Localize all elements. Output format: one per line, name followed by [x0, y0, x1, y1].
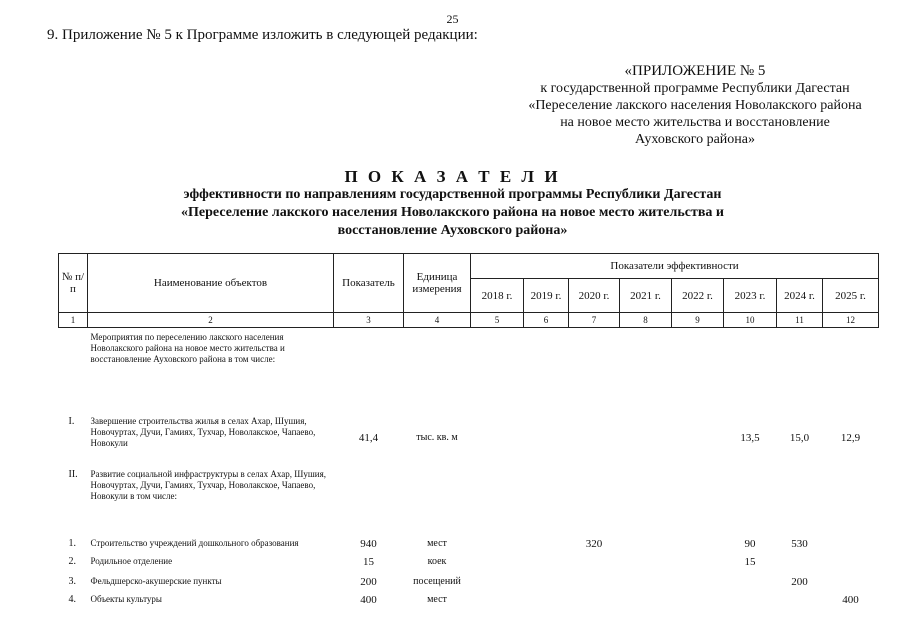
year-value: [471, 591, 524, 613]
table-row: [59, 573, 879, 591]
appendix-line: к государственной программе Республики Дагестан: [540, 81, 850, 96]
year-value: [524, 555, 569, 573]
page-number: 25: [446, 12, 459, 26]
document-heading: П О К А З А Т Е Л И: [344, 167, 561, 186]
unit-value: мест: [427, 593, 447, 605]
year-value: [524, 406, 569, 462]
year-value: [823, 328, 879, 406]
appendix-line: на новое место жительства и восстановление: [560, 115, 830, 130]
table-row: [59, 328, 879, 406]
header-name: Наименование объектов: [88, 254, 334, 313]
header-year: 2024 г.: [777, 279, 823, 313]
header-unit: Единица измерения: [404, 254, 471, 313]
column-number: 11: [777, 313, 823, 328]
year-value: [620, 573, 672, 591]
object-name: Родильное отделение: [90, 555, 173, 566]
indicators-table: [58, 253, 879, 613]
year-value: [471, 533, 524, 555]
header-year: 2023 г.: [724, 279, 777, 313]
column-number: 12: [823, 313, 879, 328]
year-value: [471, 328, 524, 406]
table-row: [59, 462, 879, 533]
year-value: [620, 533, 672, 555]
year-value: 12,9: [840, 431, 861, 444]
year-value: 15: [744, 555, 756, 568]
year-value: [471, 555, 524, 573]
indicator-value: 15: [363, 555, 374, 568]
unit-value: [404, 328, 471, 406]
header-indicator: Показатель: [334, 254, 404, 313]
year-value: [471, 406, 524, 462]
indicator-value: 200: [360, 575, 377, 588]
year-value: [524, 591, 569, 613]
object-name: Завершение строительства жилья в селах Ахар, Шушия, Новочуртах, Дучи, Гамиях, Тухчар, Новолакское, Чапаево, Новокули: [90, 415, 316, 448]
header-year: 2019 г.: [524, 279, 569, 313]
appendix-line: Ауховского района»: [634, 132, 756, 147]
year-value: 530: [791, 537, 808, 550]
indicator-value: 400: [360, 593, 377, 606]
object-name: Фельдшерско-акушерские пункты: [90, 575, 222, 586]
year-value: 400: [842, 593, 859, 606]
table-row: [59, 533, 879, 555]
column-number: 7: [569, 313, 620, 328]
row-number: II.: [68, 468, 78, 480]
year-value: [777, 462, 823, 533]
year-value: [524, 462, 569, 533]
year-value: [620, 406, 672, 462]
year-value: [569, 573, 620, 591]
year-value: [724, 462, 777, 533]
year-value: [724, 573, 777, 591]
unit-value: посещений: [413, 575, 461, 587]
column-number: 9: [672, 313, 724, 328]
header-year: 2021 г.: [620, 279, 672, 313]
object-name: Развитие социальной инфраструктуры в селах Ахар, Шушия, Новочуртах, Дучи, Гамиях, Тухчар, Новолакское, Чапаево, Новокули в том числе:: [90, 468, 326, 501]
year-value: [777, 591, 823, 613]
row-number: 3.: [68, 575, 76, 587]
column-number: 6: [524, 313, 569, 328]
indicator-value: [334, 328, 404, 406]
heading-line: «Переселение лакского населения Новолакского района на новое место жительства и: [181, 205, 724, 220]
heading-line: восстановление Ауховского района»: [337, 223, 568, 238]
row-number: I.: [68, 415, 75, 427]
year-value: [620, 555, 672, 573]
year-value: [724, 328, 777, 406]
unit-value: [404, 462, 471, 533]
column-number: 1: [59, 313, 88, 328]
header-efficiency: Показатели эффективности: [471, 254, 879, 279]
indicator-value: 41,4: [358, 431, 379, 444]
header-year: 2020 г.: [569, 279, 620, 313]
object-name: Мероприятия по переселению лакского населения Новолакского района на новое место жительства и восстановление Ауховского района в том числе:: [90, 332, 285, 364]
year-value: [672, 406, 724, 462]
row-number: 4.: [68, 593, 76, 605]
table-row: [59, 591, 879, 613]
year-value: [569, 328, 620, 406]
row-number: 2.: [68, 555, 76, 567]
year-value: 320: [585, 537, 603, 550]
unit-value: мест: [427, 537, 447, 549]
year-value: [471, 573, 524, 591]
column-number: 3: [334, 313, 404, 328]
year-value: [724, 591, 777, 613]
year-value: [672, 591, 724, 613]
row-number: [59, 328, 88, 406]
year-value: [823, 573, 879, 591]
year-value: [823, 462, 879, 533]
year-value: [672, 462, 724, 533]
year-value: [524, 533, 569, 555]
intro-text: 9. Приложение № 5 к Программе изложить в следующей редакции:: [47, 27, 478, 43]
year-value: [569, 406, 620, 462]
year-value: [672, 533, 724, 555]
table-row: [59, 555, 879, 573]
appendix-line: «Переселение лакского населения Новолакского района: [528, 98, 862, 113]
year-value: [471, 462, 524, 533]
year-value: [569, 591, 620, 613]
column-number: 2: [88, 313, 334, 328]
object-name: Объекты культуры: [90, 593, 162, 604]
column-number: 8: [620, 313, 672, 328]
year-value: [777, 328, 823, 406]
column-number: 4: [404, 313, 471, 328]
year-value: [672, 328, 724, 406]
indicator-value: 940: [360, 537, 377, 550]
column-number: 5: [471, 313, 524, 328]
row-number: 1.: [68, 537, 76, 549]
year-value: [777, 555, 823, 573]
heading-line: эффективности по направлениям государственной программы Республики Дагестан: [183, 187, 722, 202]
unit-value: тыс. кв. м: [416, 431, 458, 443]
year-value: [620, 328, 672, 406]
table-row: [59, 406, 879, 462]
year-value: 90: [744, 537, 756, 550]
year-value: [672, 573, 724, 591]
year-value: [569, 555, 620, 573]
header-num: № п/п: [59, 254, 88, 313]
year-value: [620, 462, 672, 533]
year-value: 13,5: [740, 431, 760, 444]
header-year: 2025 г.: [823, 279, 879, 313]
year-value: [524, 573, 569, 591]
year-value: [620, 591, 672, 613]
header-year: 2022 г.: [672, 279, 724, 313]
unit-value: коек: [427, 555, 447, 567]
year-value: [823, 533, 879, 555]
year-value: [672, 555, 724, 573]
object-name: Строительство учреждений дошкольного образования: [90, 537, 299, 548]
appendix-title: «ПРИЛОЖЕНИЕ № 5: [624, 63, 766, 79]
year-value: [524, 328, 569, 406]
column-number: 10: [724, 313, 777, 328]
indicator-value: [334, 462, 404, 533]
header-year: 2018 г.: [471, 279, 524, 313]
year-value: [569, 462, 620, 533]
year-value: 200: [791, 575, 808, 588]
year-value: 15,0: [789, 431, 810, 444]
year-value: [823, 555, 879, 573]
